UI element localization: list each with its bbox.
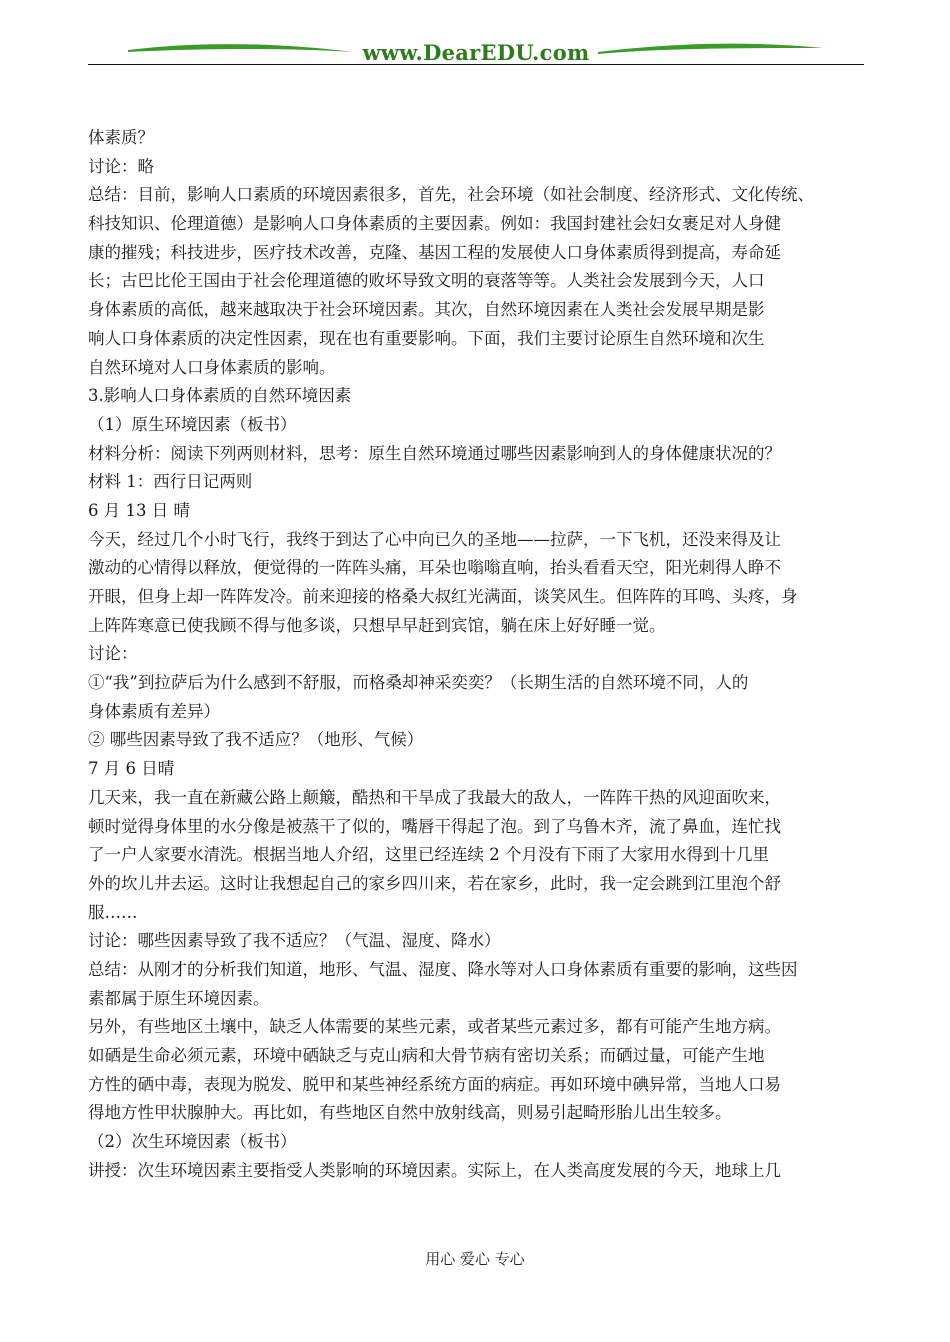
text-line: 科技知识、伦理道德）是影响人口身体素质的主要因素。例如：我国封建社会妇女裹足对人身健 <box>88 214 781 234</box>
text-line: 今天，经过几个小时飞行，我终于到达了心中向已久的圣地——拉萨，一下飞机，还没来得及让 <box>88 529 781 549</box>
text-line: 激动的心情得以释放，便觉得的一阵阵头痛，耳朵也嗡嗡直响，抬头看看天空，阳光刺得人睁不 <box>88 558 781 578</box>
text-line: 讨论：哪些因素导致了我不适应？（气温、湿度、降水） <box>88 931 501 951</box>
text-line: 讲授：次生环境因素主要指受人类影响的环境因素。实际上，在人类高度发展的今天，地球上几 <box>88 1160 781 1180</box>
text-line: 材料分析：阅读下列两则材料，思考：原生自然环境通过哪些因素影响到人的身体健康状况的？ <box>88 443 781 463</box>
text-line: 讨论：略 <box>88 156 154 176</box>
subsection-heading: （2）次生环境因素（板书） <box>88 1132 297 1152</box>
text-line: 开眼，但身上却一阵阵发冷。前来迎接的格桑大叔红光满面，谈笑风生。但阵阵的耳鸣、头疼，身 <box>88 587 798 606</box>
text-line: 康的摧残；科技进步，医疗技术改善，克隆、基因工程的发展使人口身体素质得到提高，寿命延 <box>88 242 781 262</box>
subsection-heading: （1）原生环境因素（板书） <box>88 414 297 434</box>
text-line: 如硒是生命必须元素，环境中硒缺乏与克山病和大骨节病有密切关系；而硒过量，可能产生地 <box>88 1046 765 1065</box>
text-line: 上阵阵寒意已使我顾不得与他多谈，只想早早赶到宾馆，躺在床上好好睡一觉。 <box>88 615 666 635</box>
text-line: 素都属于原生环境因素。 <box>88 988 270 1008</box>
section-heading: 3.影响人口身体素质的自然环境因素 <box>88 386 352 406</box>
text-line: 讨论： <box>88 644 138 664</box>
text-line: 服…… <box>88 902 138 922</box>
text-line: 身体素质有差异） <box>88 701 220 721</box>
text-line: ② 哪些因素导致了我不适应？（地形、气候） <box>88 730 424 750</box>
text-line: 方性的硒中毒，表现为脱发、脱甲和某些神经系统方面的病症。再如环境中碘异常，当地人口易 <box>88 1074 781 1094</box>
text-line: 总结：从刚才的分析我们知道，地形、气温、湿度、降水等对人口身体素质有重要的影响，这些因 <box>88 959 798 979</box>
text-line: 体素质？ <box>88 128 154 147</box>
text-line: 外的坎儿井去运。这时让我想起自己的家乡四川来，若在家乡，此时，我一定会跳到江里泡个舒 <box>88 873 781 893</box>
text-line: 长；古巴比伦王国由于社会伦理道德的败坏导致文明的衰落等等。人类社会发展到今天，人口 <box>88 271 765 291</box>
text-line: 身体素质的高低，越来越取决于社会环境因素。其次，自然环境因素在人类社会发展早期是影 <box>88 300 765 320</box>
text-line: ①“我”到拉萨后为什么感到不舒服，而格桑却神采奕奕？（长期生活的自然环境不同，人的 <box>88 673 749 693</box>
text-line: 总结：目前，影响人口素质的环境因素很多，首先，社会环境（如社会制度、经济形式、文化传统、 <box>88 185 814 205</box>
text-line: 自然环境对人口身体素质的影响。 <box>88 357 336 377</box>
text-line: 几天来，我一直在新藏公路上颠簸，酷热和干旱成了我最大的敌人，一阵阵干热的风迎面吹来， <box>88 787 781 807</box>
diary-date: 6 月 13 日 晴 <box>88 500 190 520</box>
text-line: 材料 1：西行日记两则 <box>88 472 253 492</box>
diary-date: 7 月 6 日晴 <box>88 759 175 779</box>
page-footer: 用心 爱心 专心 <box>425 1250 525 1268</box>
text-line: 响人口身体素质的决定性因素，现在也有重要影响。下面，我们主要讨论原生自然环境和次生 <box>88 328 765 348</box>
text-line: 另外，有些地区土壤中，缺乏人体需要的某些元素，或者某些元素过多，都有可能产生地方病。 <box>88 1017 781 1037</box>
text-line: 得地方性甲状腺肿大。再比如，有些地区自然中放射线高，则易引起畸形胎儿出生较多。 <box>88 1103 732 1123</box>
text-line: 了一户人家要水清洗。根据当地人介绍，这里已经连续 2 个月没有下雨了大家用水得到十几里 <box>88 845 769 865</box>
header-divider <box>88 64 864 65</box>
text-line: 顿时觉得身体里的水分像是被蒸干了似的，嘴唇干得起了泡。到了乌鲁木齐，流了鼻血，连忙找 <box>88 816 781 836</box>
document-body <box>88 124 868 1185</box>
site-logo-text[interactable]: www.DearEDU.com <box>362 40 590 65</box>
